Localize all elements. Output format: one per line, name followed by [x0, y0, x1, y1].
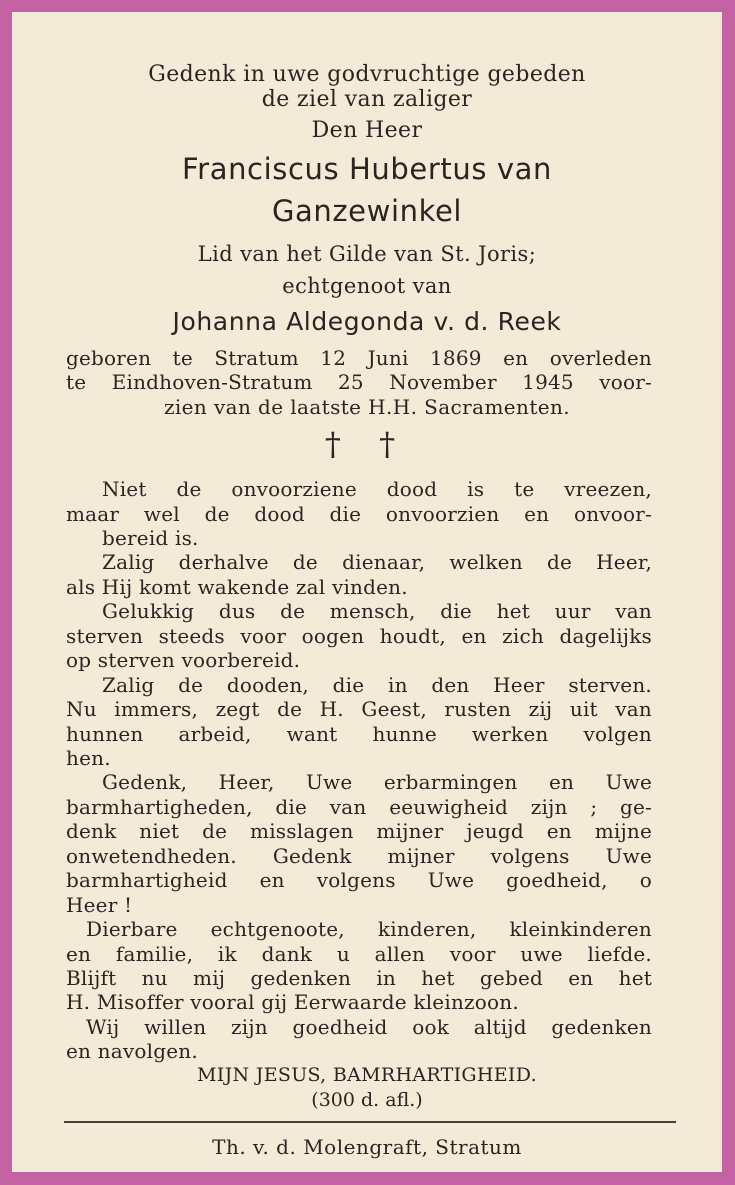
crosses-ornament: † † — [324, 425, 410, 463]
prayer-line: sterven steeds voor oogen houdt, en zich dagelijks — [66, 624, 652, 648]
spouse-intro: echtgenoot van — [282, 274, 452, 298]
deceased-name-line-1: Franciscus Hubertus van — [182, 152, 552, 186]
prayer-line: Nu immers, zegt de H. Geest, rusten zij uit van — [66, 697, 652, 721]
invocation: MIJN JESUS, BAMRHARTIGHEID. — [197, 1064, 537, 1086]
dates-line-2: te Eindhoven-Stratum 25 November 1945 voor- — [66, 370, 652, 394]
header-line-1: Gedenk in uwe godvruchtige gebeden — [148, 62, 586, 87]
prayer-line: denk niet de misslagen mijner jeugd en mijne — [66, 819, 652, 843]
spouse-name: Johanna Aldegonda v. d. Reek — [172, 307, 562, 336]
prayer-line: Zalig derhalve de dienaar, welken de Heer, — [102, 550, 652, 574]
prayer-line: hunnen arbeid, want hunne werken volgen — [66, 722, 652, 746]
dates-line-3: zien van de laatste H.H. Sacramenten. — [163, 395, 571, 419]
prayer-line: bereid is. — [102, 526, 199, 550]
prayer-line: H. Misoffer vooral gij Eerwaarde kleinzoon. — [66, 990, 519, 1014]
deceased-name-line-2: Ganzewinkel — [271, 194, 463, 228]
prayer-line: Gedenk, Heer, Uwe erbarmingen en Uwe — [102, 770, 652, 794]
prayer-line: barmhartigheid en volgens Uwe goedheid, o — [66, 868, 652, 892]
prayer-line: barmhartigheden, die van eeuwigheid zijn ; ge- — [66, 795, 652, 819]
prayer-line: op sterven voorbereid. — [66, 648, 301, 672]
prayer-line: Heer ! — [66, 893, 133, 917]
prayer-line: Gelukkig dus de mensch, die het uur van — [102, 599, 652, 623]
header-line-3: Den Heer — [311, 118, 423, 143]
prayer-line: en familie, ik dank u allen voor uwe liefde. — [66, 942, 652, 966]
indulgence: (300 d. afl.) — [311, 1089, 423, 1111]
membership: Lid van het Gilde van St. Joris; — [197, 242, 537, 266]
prayer-line: Wij willen zijn goedheid ook altijd gedenken — [86, 1015, 652, 1039]
prayer-line: Dierbare echtgenoote, kinderen, kleinkinderen — [86, 917, 652, 941]
dates-line-1: geboren te Stratum 12 Juni 1869 en overleden — [66, 346, 652, 370]
prayer-line: Zalig de dooden, die in den Heer sterven. — [102, 673, 652, 697]
prayer-line: Niet de onvoorziene dood is te vreezen, — [102, 477, 652, 501]
prayer-line: onwetendheden. Gedenk mijner volgens Uwe — [66, 844, 652, 868]
printer-credit: Th. v. d. Molengraft, Stratum — [212, 1135, 522, 1159]
divider — [64, 1121, 676, 1123]
header-line-2: de ziel van zaliger — [261, 87, 473, 112]
prayer-line: en navolgen. — [66, 1039, 198, 1063]
prayer-line: maar wel de dood die onvoorzien en onvoor- — [66, 502, 652, 526]
prayer-line: Blijft nu mij gedenken in het gebed en het — [66, 966, 652, 990]
memorial-card — [12, 12, 722, 1172]
prayer-line: hen. — [66, 746, 111, 770]
prayer-line: als Hij komt wakende zal vinden. — [66, 575, 408, 599]
